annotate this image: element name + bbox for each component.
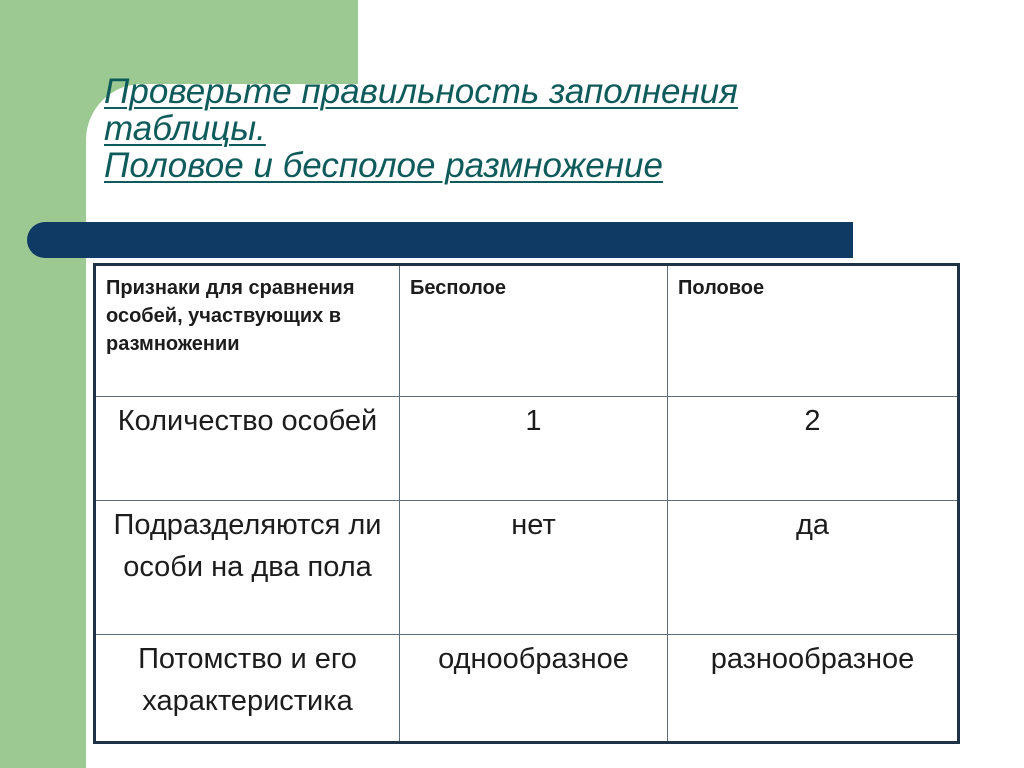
title-line-2: таблицы. bbox=[104, 109, 266, 148]
header-asexual: Бесполое bbox=[400, 265, 668, 397]
title-line-1: Проверьте правильность заполнения bbox=[104, 72, 738, 111]
table-row bbox=[95, 635, 959, 743]
row-asexual-value: 1 bbox=[400, 397, 668, 501]
comparison-table bbox=[93, 263, 960, 744]
header-sexual: Половое bbox=[668, 265, 959, 397]
row-criterion: Потомство и его характеристика bbox=[95, 635, 400, 743]
row-sexual-value: разнообразное bbox=[668, 635, 959, 743]
row-sexual-value: 2 bbox=[668, 397, 959, 501]
header-criteria: Признаки для сравнения особей, участвующих в размножении bbox=[95, 265, 400, 397]
row-criterion: Подразделяются ли особи на два пола bbox=[95, 501, 400, 635]
table-row bbox=[95, 397, 959, 501]
row-sexual-value: да bbox=[668, 501, 959, 635]
row-criterion: Количество особей bbox=[95, 397, 400, 501]
title-line-3: Половое и бесполое размножение bbox=[104, 146, 663, 185]
table-row bbox=[95, 501, 959, 635]
slide-title bbox=[104, 73, 984, 184]
table-header-row bbox=[95, 265, 959, 397]
row-asexual-value: однообразное bbox=[400, 635, 668, 743]
decorative-bar bbox=[27, 222, 853, 258]
row-asexual-value: нет bbox=[400, 501, 668, 635]
